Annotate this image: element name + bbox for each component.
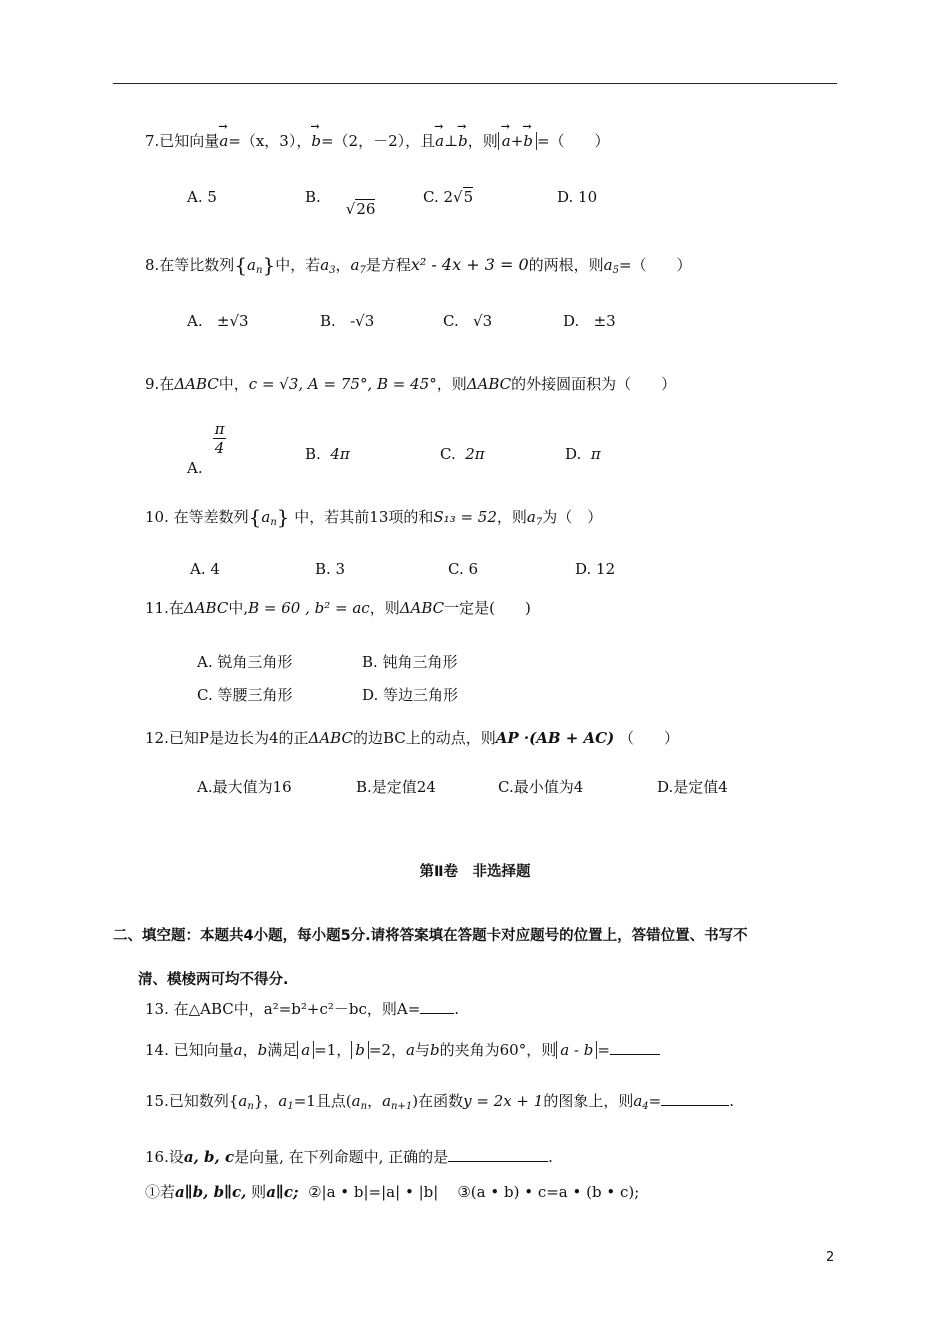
q11-option-c: C. 等腰三角形 bbox=[197, 686, 293, 704]
header-rule bbox=[113, 83, 837, 84]
q12-option-d: D.是定值4 bbox=[657, 778, 728, 796]
q7-option-a: A. 5 bbox=[187, 188, 217, 206]
q8-option-b: B. -√3 bbox=[320, 312, 375, 330]
q10-option-a: A. 4 bbox=[190, 560, 220, 578]
answer-blank bbox=[661, 1105, 729, 1106]
question-9: 9.在ΔABC中，c = √3, A = 75°, B = 45°，则ΔABC的外接圆面积为（ ） bbox=[145, 375, 677, 393]
answer-blank bbox=[610, 1054, 660, 1055]
question-10: 10. 在等差数列$\{a_n\}$ 中，若其前13项的和S₁₃ = 52，则$a_7$为（ ） bbox=[145, 505, 603, 529]
q9-option-b: B. 4π bbox=[305, 445, 350, 463]
q8-option-c: C. √3 bbox=[443, 312, 493, 330]
q9-option-d: D. π bbox=[565, 445, 601, 463]
q12-option-a: A.最大值为16 bbox=[197, 778, 292, 796]
question-16-statements: ①若a∥b, b∥c, 则a∥c; ②|a • b|=|a| • |b| ③(a • b) • c=a • (b • c); bbox=[145, 1183, 640, 1201]
q9-option-a: A. $\frac{\pi}{4}$ bbox=[187, 420, 225, 477]
q11-option-b: B. 钝角三角形 bbox=[362, 653, 458, 671]
question-15: 15.已知数列$\{a_n\}$，$a_1=1$且点($a_n$，$a_{n+1}$)在函数y = 2x + 1的图象上，则$a_4=$ . bbox=[145, 1092, 735, 1112]
answer-blank bbox=[448, 1161, 548, 1162]
question-7: 7.已知向量→ a=（x，3），→ b=（2，－2），且→ a⊥→ b，则→ a+→ b =（ ） bbox=[145, 130, 610, 151]
q8-option-a: A. ±√3 bbox=[187, 312, 249, 330]
section-title: 第Ⅱ卷 非选择题 bbox=[419, 864, 531, 880]
part2-heading: 二、填空题：本题共4小题，每小题5分.请将答案填在答题卡对应题号的位置上，答错位置、书写不 清、模棱两可均不得分. bbox=[113, 928, 748, 988]
question-11: 11.在ΔABC中,B = 60 , b² = ac，则ΔABC一定是( ) bbox=[145, 599, 531, 617]
q10-option-c: C. 6 bbox=[448, 560, 479, 578]
question-14: 14. 已知向量a，b满足 a =1， b =2，a与b的夹角为60°，则 a - b = bbox=[145, 1039, 660, 1060]
q12-option-c: C.最小值为4 bbox=[498, 778, 584, 796]
q8-option-d: D. ±3 bbox=[563, 312, 616, 330]
abs-a-plus-b: → a+→ b bbox=[498, 132, 537, 150]
q7-option-c: C. 2√5 bbox=[423, 188, 474, 206]
question-12: 12.已知P是边长为4的正ΔABC的边BC上的动点，则AP ·(AB + AC) （ ） bbox=[145, 729, 679, 747]
q9-option-c: C. 2π bbox=[440, 445, 485, 463]
answer-blank bbox=[420, 1013, 454, 1014]
vector-a: → a bbox=[219, 132, 228, 150]
question-8: 8.在等比数列$\{a_n\}$中，若$a_3$，$a_7$是方程x² - 4x + 3 = 0的两根，则$a_5=$（ ） bbox=[145, 253, 692, 277]
q7-option-b: B.√26 bbox=[305, 188, 376, 218]
q10-option-d: D. 12 bbox=[575, 560, 616, 578]
q11-option-d: D. 等边三角形 bbox=[362, 686, 459, 704]
q10-option-b: B. 3 bbox=[315, 560, 346, 578]
question-16: 16.设a, b, c是向量, 在下列命题中, 正确的是 . bbox=[145, 1148, 553, 1166]
vector-b: → b bbox=[311, 132, 321, 150]
q11-option-a: A. 锐角三角形 bbox=[197, 653, 293, 671]
q7-option-d: D. 10 bbox=[557, 188, 598, 206]
q12-option-b: B.是定值24 bbox=[356, 778, 436, 796]
equation: x² - 4x + 3 = 0 bbox=[410, 255, 529, 274]
page-number: 2 bbox=[826, 1250, 835, 1265]
question-13: 13. 在△ABC中，a²=b²+c²－bc，则A= . bbox=[145, 1000, 460, 1018]
